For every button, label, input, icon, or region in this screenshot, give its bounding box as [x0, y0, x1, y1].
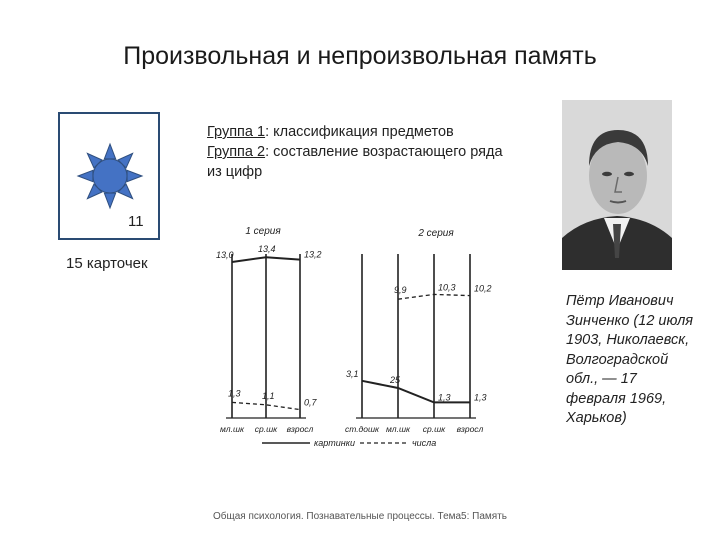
group-1-label: Группа 1: [207, 124, 266, 140]
slide-footer: Общая психология. Познавательные процессы. Тема5: Память: [212, 511, 508, 522]
group-2-label: Группа 2: [207, 144, 266, 160]
series-line-solid: [362, 381, 470, 403]
sun-disc: [93, 159, 127, 193]
slide-title: Произвольная и непроизвольная память: [123, 42, 597, 70]
legend-solid-label: картинки: [314, 438, 355, 448]
tick-label: мл.шк: [219, 424, 245, 434]
data-label: 10,3: [438, 282, 456, 293]
data-label: 9,9: [394, 285, 407, 296]
chart-title: 2 серия: [418, 228, 454, 239]
series-line-solid: [232, 257, 300, 262]
series-line-dashed: [232, 402, 300, 409]
sun-ray: [104, 144, 115, 159]
sun-ray: [104, 193, 115, 208]
data-label: 1,3: [228, 388, 241, 399]
chart-panel-1: [216, 226, 322, 434]
data-label: 3,1: [346, 368, 359, 379]
tick-label: мл.шк: [385, 424, 411, 434]
sun-ray: [78, 170, 93, 181]
group-2-text: : составление возрастающего ряда из цифр: [207, 144, 503, 180]
data-label: 1,3: [474, 392, 487, 403]
tick-label: ср.шк: [254, 424, 278, 434]
group-1-line: [207, 122, 507, 142]
tick-label: взросл: [456, 424, 484, 434]
tick-label: ст.дошк: [344, 424, 380, 434]
data-label: 13,4: [258, 244, 276, 255]
chart-legend: [262, 438, 436, 448]
card-caption: 15 карточек: [66, 255, 148, 272]
chart-title: 1 серия: [245, 226, 281, 237]
data-label: 1,1: [262, 390, 275, 401]
portrait-photo: [562, 100, 672, 270]
group-1-text: : классификация предметов: [265, 124, 454, 140]
series-line-dashed: [398, 294, 470, 299]
group-2-line: [207, 142, 507, 182]
tick-label: ср.шк: [422, 424, 446, 434]
data-label: 0,7: [304, 397, 317, 408]
portrait-right-eye: [624, 172, 634, 176]
data-label: 1,3: [438, 392, 451, 403]
sun-ray: [127, 170, 142, 181]
portrait-left-eye: [602, 172, 612, 176]
legend-dashed-label: числа: [412, 438, 437, 448]
data-label: 25: [390, 375, 401, 385]
group-descriptions: [207, 122, 507, 182]
tick-label: взросл: [286, 424, 314, 434]
portrait-caption: Пётр Иванович Зинченко (12 июля 1903, Николаевск, Волгоградской обл., — 17 февраля 1969, Харьков): [566, 293, 693, 426]
card-number: 11: [128, 213, 144, 230]
data-label: 10,2: [474, 283, 492, 294]
card-image: [58, 112, 160, 240]
chart-panel-2: [345, 228, 492, 434]
data-label: 13,0: [216, 250, 234, 260]
data-label: 13,2: [304, 249, 322, 260]
